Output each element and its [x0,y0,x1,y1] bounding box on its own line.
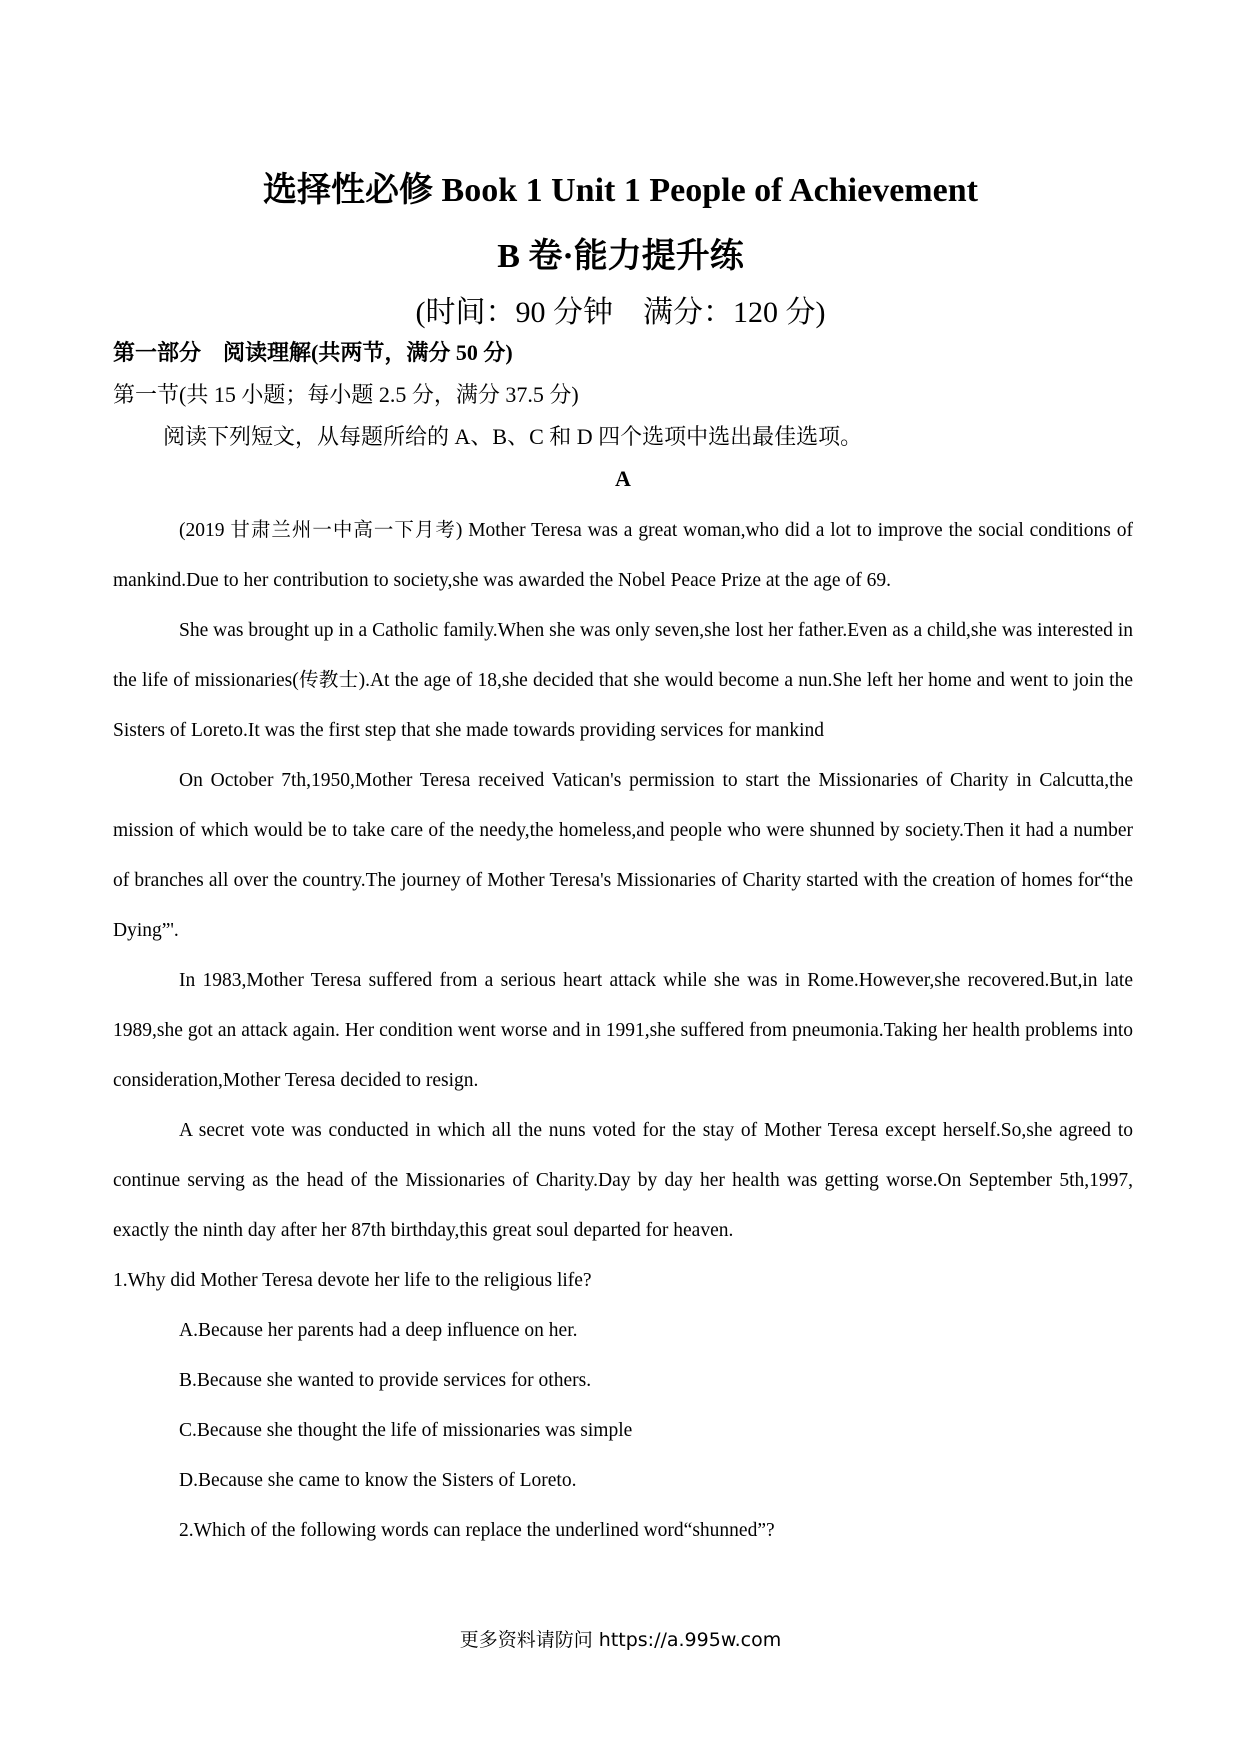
answer-option: A.Because her parents had a deep influence on her. [179,1320,578,1341]
questions-list [113,1256,1133,1556]
footer-link-text: 更多资料请防问 https://a.995w.com [459,1629,782,1651]
section-heading: 第一节(共 15 小题；每小题 2.5 分，满分 37.5 分) [113,382,579,407]
instruction-text: 阅读下列短文，从每题所给的 A、B、C 和 D 四个选项中选出最佳选项。 [163,424,863,449]
passage-paragraph: On October 7th,1950,Mother Teresa received Vatican's permission to start the Missionaries of Charity in Calcutta,the mission of which would be to take care of the needy,the homeless,and people who were shunned by society.Then it had a number of branches all over the country.The journey of Mother Teresa's Missionaries of Charity started with the creation of homes for“the Dying”'. [113,770,1133,941]
question-stem: 2.Which of the following words can replace the underlined word“shunned”? [179,1520,775,1541]
answer-option: D.Because she came to know the Sisters of Loreto. [179,1470,577,1491]
question-stem: 1.Why did Mother Teresa devote her life to the religious life? [113,1270,592,1291]
passage [113,506,1133,1256]
document-body [113,338,1133,1556]
passage-paragraph: She was brought up in a Catholic family.When she was only seven,she lost her father.Even as a child,she was interested in the life of missionaries(传教士).At the age of 18,she decided that she would become a nun.She left her home and went to join the Sisters of Loreto.It was the first step that she made towards providing services for mankind [113,620,1133,741]
answer-option: C.Because she thought the life of missionaries was simple [179,1420,633,1441]
passage-letter: A [615,466,631,491]
document-title: 选择性必修 Book 1 Unit 1 People of Achievement [263,172,978,209]
part-heading: 第一部分 阅读理解(共两节，满分 50 分) [113,340,513,365]
answer-option: B.Because she wanted to provide services for others. [179,1370,592,1391]
time-score-info: (时间：90 分钟 满分：120 分) [415,296,826,329]
passage-paragraph: A secret vote was conducted in which all the nuns voted for the stay of Mother Teresa except herself.So,she agreed to continue serving as the head of the Missionaries of Charity.Day by day her health was getting worse.On September 5th,1997, exactly the ninth day after her 87th birthday,this great soul departed for heaven. [113,1120,1133,1241]
passage-paragraph: In 1983,Mother Teresa suffered from a serious heart attack while she was in Rome.However,she recovered.But,in late 1989,she got an attack again. Her condition went worse and in 1991,she suffered from pneumonia.Taking her health problems into consideration,Mother Teresa decided to resign. [113,970,1133,1091]
document-subtitle: B 卷·能力提升练 [497,238,744,275]
passage-paragraph: (2019 甘肃兰州一中高一下月考) Mother Teresa was a great woman,who did a lot to improve the social conditions of mankind.Due to her contribution to society,she was awarded the Nobel Peace Prize at the age of 69. [113,520,1133,591]
